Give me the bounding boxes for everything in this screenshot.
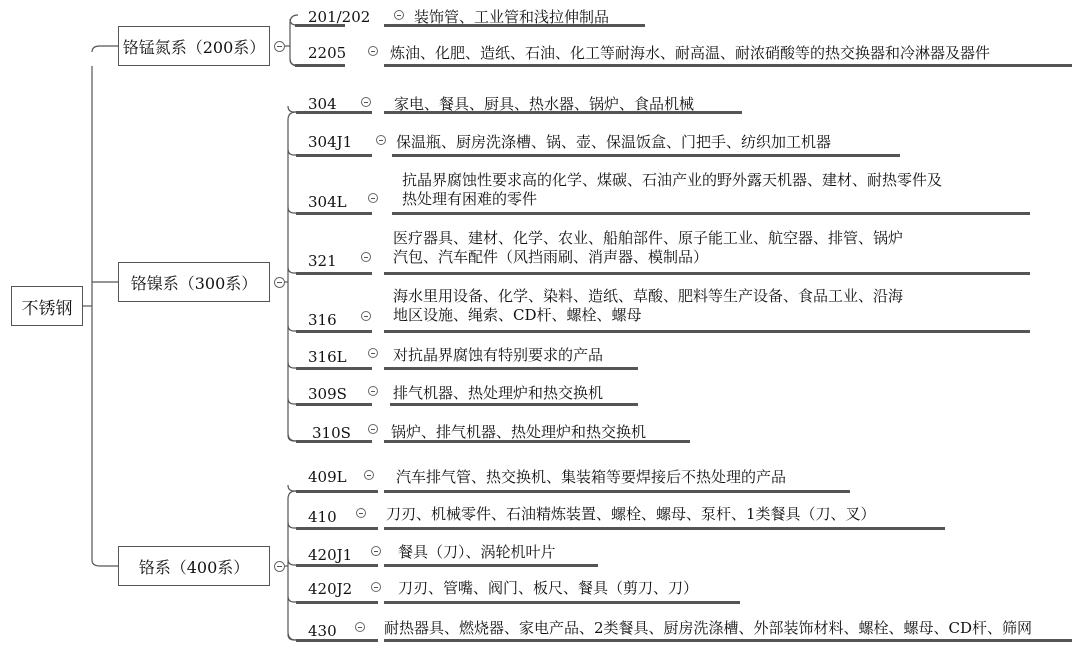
grade-label: 420J2: [308, 580, 353, 598]
application-text: 刀刃、机械零件、石油精炼装置、螺栓、螺母、泵杆、1类餐具（刀、叉）: [386, 505, 876, 523]
grade-underline: [296, 367, 372, 370]
collapse-icon[interactable]: [368, 348, 378, 358]
collapse-icon[interactable]: [361, 97, 371, 107]
collapse-icon[interactable]: [368, 424, 378, 434]
collapse-icon[interactable]: [364, 470, 374, 480]
item-connector: [288, 267, 296, 273]
group-trunk-top: [290, 15, 298, 23]
grade-label: 410: [308, 508, 337, 526]
collapse-icon[interactable]: [394, 10, 404, 20]
item-connector: [288, 207, 296, 213]
application-text: 保温瓶、厨房洗涤槽、锅、壶、保温饭盒、门把手、纺织加工机器: [396, 133, 832, 151]
grade-underline: [296, 212, 372, 215]
group-trunk-top: [288, 491, 296, 499]
group-node: 铬镍系（300系）: [118, 262, 270, 302]
item-connector: [288, 522, 296, 528]
collapse-icon[interactable]: [274, 41, 285, 52]
grade-label: 304J1: [308, 133, 353, 151]
grade-label: 420J1: [308, 546, 353, 564]
desc-underline: [384, 272, 1030, 275]
collapse-icon[interactable]: [356, 508, 366, 518]
desc-underline: [384, 64, 1072, 67]
group-node: 铬锰氮系（200系）: [118, 26, 270, 66]
desc-underline: [392, 154, 900, 157]
root-trunk-top: [92, 46, 118, 52]
grade-underline: [296, 403, 372, 406]
item-connector: [288, 559, 296, 565]
group-node: 铬系（400系）: [118, 546, 270, 586]
grade-label: 201/202: [308, 8, 371, 26]
grade-label: 309S: [308, 385, 347, 403]
application-text: 汽包、汽车配件（风挡雨刷、消声器、模制品）: [393, 248, 709, 266]
collapse-icon[interactable]: [371, 582, 381, 592]
application-text: 锅炉、排气机器、热处理炉和热交换机: [391, 423, 647, 441]
item-connector: [288, 596, 296, 602]
item-connector: [288, 149, 296, 155]
item-connector: [288, 398, 296, 404]
desc-underline: [384, 490, 850, 493]
collapse-icon[interactable]: [274, 277, 285, 288]
collapse-icon[interactable]: [371, 546, 381, 556]
application-text: 家电、餐具、厨具、热水器、锅炉、食品机械: [394, 95, 695, 113]
group-trunk-top: [288, 112, 296, 120]
root-node: 不锈钢: [11, 286, 83, 326]
grade-underline: [296, 330, 372, 333]
application-text: 刀刃、管嘴、阀门、板尺、餐具（剪刀、刀）: [398, 579, 699, 597]
grade-label: 304L: [308, 193, 347, 211]
grade-label: 310S: [312, 424, 351, 442]
grade-label: 430: [308, 622, 337, 640]
grade-label: 409L: [308, 468, 347, 486]
application-text: 医疗器具、建材、化学、农业、船舶部件、原子能工业、航空器、排管、锅炉: [393, 229, 904, 247]
desc-underline: [384, 639, 1072, 642]
grade-underline: [296, 527, 378, 530]
grade-underline: [296, 154, 372, 157]
desc-underline: [384, 601, 740, 604]
collapse-icon[interactable]: [355, 622, 365, 632]
grade-label: 2205: [308, 44, 347, 62]
application-text: 排气机器、热处理炉和热交换机: [393, 384, 604, 402]
application-text: 装饰管、工业管和浅拉伸制品: [414, 8, 610, 26]
application-text: 炼油、化肥、造纸、石油、化工等耐海水、耐高温、耐浓硝酸等的热交换器和冷淋器及器件: [390, 44, 991, 62]
collapse-icon[interactable]: [368, 193, 378, 203]
item-connector: [288, 325, 296, 331]
application-text: 对抗晶界腐蚀有特别要求的产品: [393, 346, 604, 364]
collapse-icon[interactable]: [376, 135, 386, 145]
application-text: 地区设施、绳索、CD杆、螺栓、螺母: [393, 306, 642, 324]
grade-underline: [296, 272, 372, 275]
item-connector: [288, 362, 296, 368]
item-connector: [288, 106, 296, 112]
grade-underline: [296, 490, 378, 493]
grade-label: 321: [308, 252, 337, 270]
grade-underline: [296, 564, 378, 567]
application-text: 热处理有困难的零件: [402, 190, 538, 208]
collapse-icon[interactable]: [368, 386, 378, 396]
application-text: 海水里用设备、化学、染料、造纸、草酸、肥料等生产设备、食品工业、沿海: [393, 287, 904, 305]
item-connector: [288, 485, 296, 491]
collapse-icon[interactable]: [361, 311, 371, 321]
desc-underline: [392, 212, 1030, 215]
grade-label: 316: [308, 311, 337, 329]
collapse-icon[interactable]: [274, 561, 285, 572]
root-trunk-bottom: [92, 66, 118, 566]
desc-underline: [384, 564, 598, 567]
desc-underline: [384, 527, 945, 530]
application-text: 抗晶界腐蚀性要求高的化学、煤碳、石油产业的野外露天机器、建材、耐热零件及: [402, 171, 943, 189]
desc-underline: [384, 367, 638, 370]
application-text: 餐具（刀）、涡轮机叶片: [398, 543, 556, 561]
desc-underline: [390, 403, 638, 406]
application-text: 汽车排气管、热交换机、集装箱等要焊接后不热处理的产品: [396, 468, 787, 486]
collapse-icon[interactable]: [361, 252, 371, 262]
desc-underline: [384, 330, 1030, 333]
application-text: 耐热器具、燃烧器、家电产品、2类餐具、厨房洗涤槽、外部装饰材料、螺栓、螺母、CD杆、筛网: [384, 619, 1033, 637]
grade-underline: [296, 601, 378, 604]
grade-label: 304: [308, 95, 337, 113]
grade-underline: [295, 64, 345, 67]
collapse-icon[interactable]: [368, 46, 378, 56]
grade-label: 316L: [308, 348, 347, 366]
